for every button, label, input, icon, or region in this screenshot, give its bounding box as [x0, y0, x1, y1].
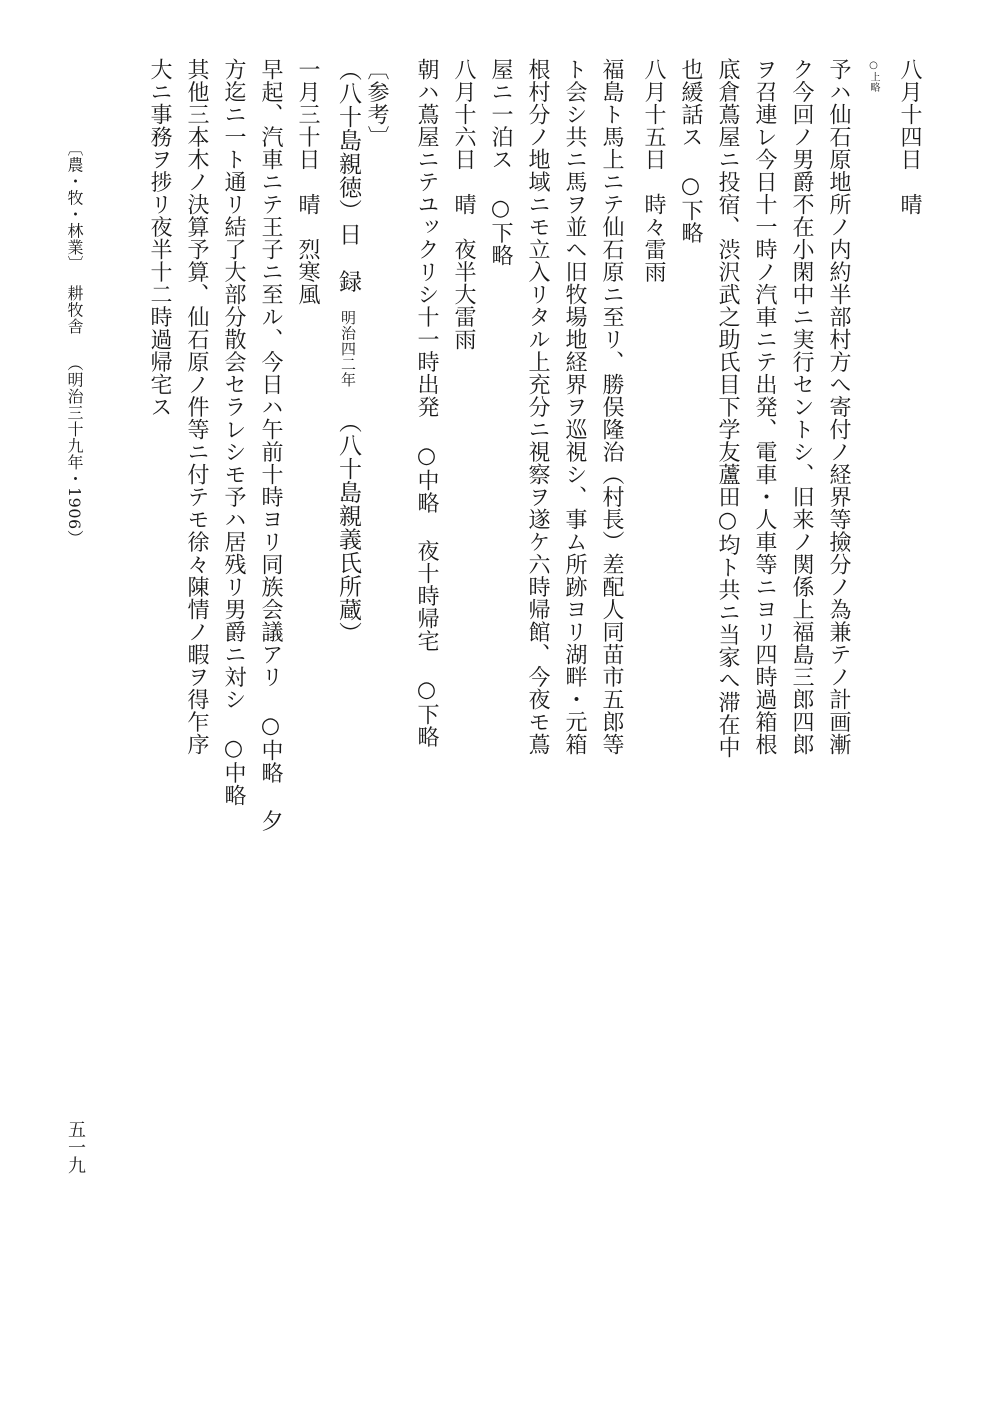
- header-category: 〔農・牧・林業〕: [65, 140, 84, 272]
- reference-year: 明治四二年: [339, 310, 357, 388]
- reference-title: （八十島親徳）日 録: [335, 58, 361, 293]
- page-number: 五一九: [65, 1120, 86, 1174]
- text-column: ヲ召連レ今日十一時ノ汽車ニテ出発、電車・人車等ニヨリ四時過箱根: [752, 58, 777, 756]
- diary-entry-date-aug16: 八月十六日 晴 夜半大雷雨: [451, 58, 476, 351]
- text-column: 福島ト馬上ニテ仙石原ニ至リ、勝俣隆治（村長）差配人同苗市五郎等: [599, 58, 624, 756]
- text-column: 底倉蔦屋ニ投宿、渋沢武之助氏目下学友蘆田○均ト共ニ当家へ滞在中: [715, 58, 740, 759]
- text-column: 根村分ノ地域ニモ立入リタル上充分ニ視察ヲ遂ケ六時帰館、今夜モ蔦: [525, 58, 550, 756]
- text-column: 也緩話ス ○下略: [678, 58, 703, 244]
- header-period: （明治三十九年・1906）: [65, 355, 84, 547]
- text-column: 屋ニ一泊ス ○下略: [488, 58, 513, 267]
- diary-entry-date-aug15: 八月十五日 時々雷雨: [641, 58, 666, 283]
- reference-owner: （八十島親義氏所蔵）: [335, 410, 361, 645]
- text-column: 方迄ニ一ト通リ結了大部分散会セラレシモ予ハ居残リ男爵ニ対シ ○中略: [221, 58, 246, 807]
- diary-entry-date-aug14: 八月十四日 晴: [897, 58, 922, 216]
- text-column: 大ニ事務ヲ捗リ夜半十二時過帰宅ス: [147, 58, 172, 418]
- text-column: 早起、汽車ニテ王子ニ至ル、今日ハ午前十時ヨリ同族会議アリ ○中略 夕: [258, 58, 283, 832]
- text-column: 朝ハ蔦屋ニテユックリシ十一時出発 ○中略 夜十時帰宅 ○下略: [414, 58, 439, 748]
- diary-entry-date-jan30: 一月三十日 晴 烈寒風: [295, 58, 320, 306]
- omission-note: ○上略: [868, 60, 879, 93]
- text-column: ト会シ共ニ馬ヲ並ヘ旧牧場地経界ヲ巡視シ、事ム所跡ヨリ湖畔・元箱: [562, 58, 587, 756]
- header-company: 耕牧舎: [65, 285, 84, 335]
- reference-marker: 〔参考〕: [364, 58, 389, 148]
- text-column: ク今回ノ男爵不在小閑中ニ実行セントシ、旧来ノ関係上福島三郎四郎: [789, 58, 814, 756]
- text-column: 予ハ仙石原地所ノ内約半部村方へ寄付ノ経界等撿分ノ為兼テノ計画漸: [826, 58, 851, 756]
- text-column: 其他三本木ノ決算予算、仙石原ノ件等ニ付テモ徐々陳情ノ暇ヲ得乍序: [184, 58, 209, 756]
